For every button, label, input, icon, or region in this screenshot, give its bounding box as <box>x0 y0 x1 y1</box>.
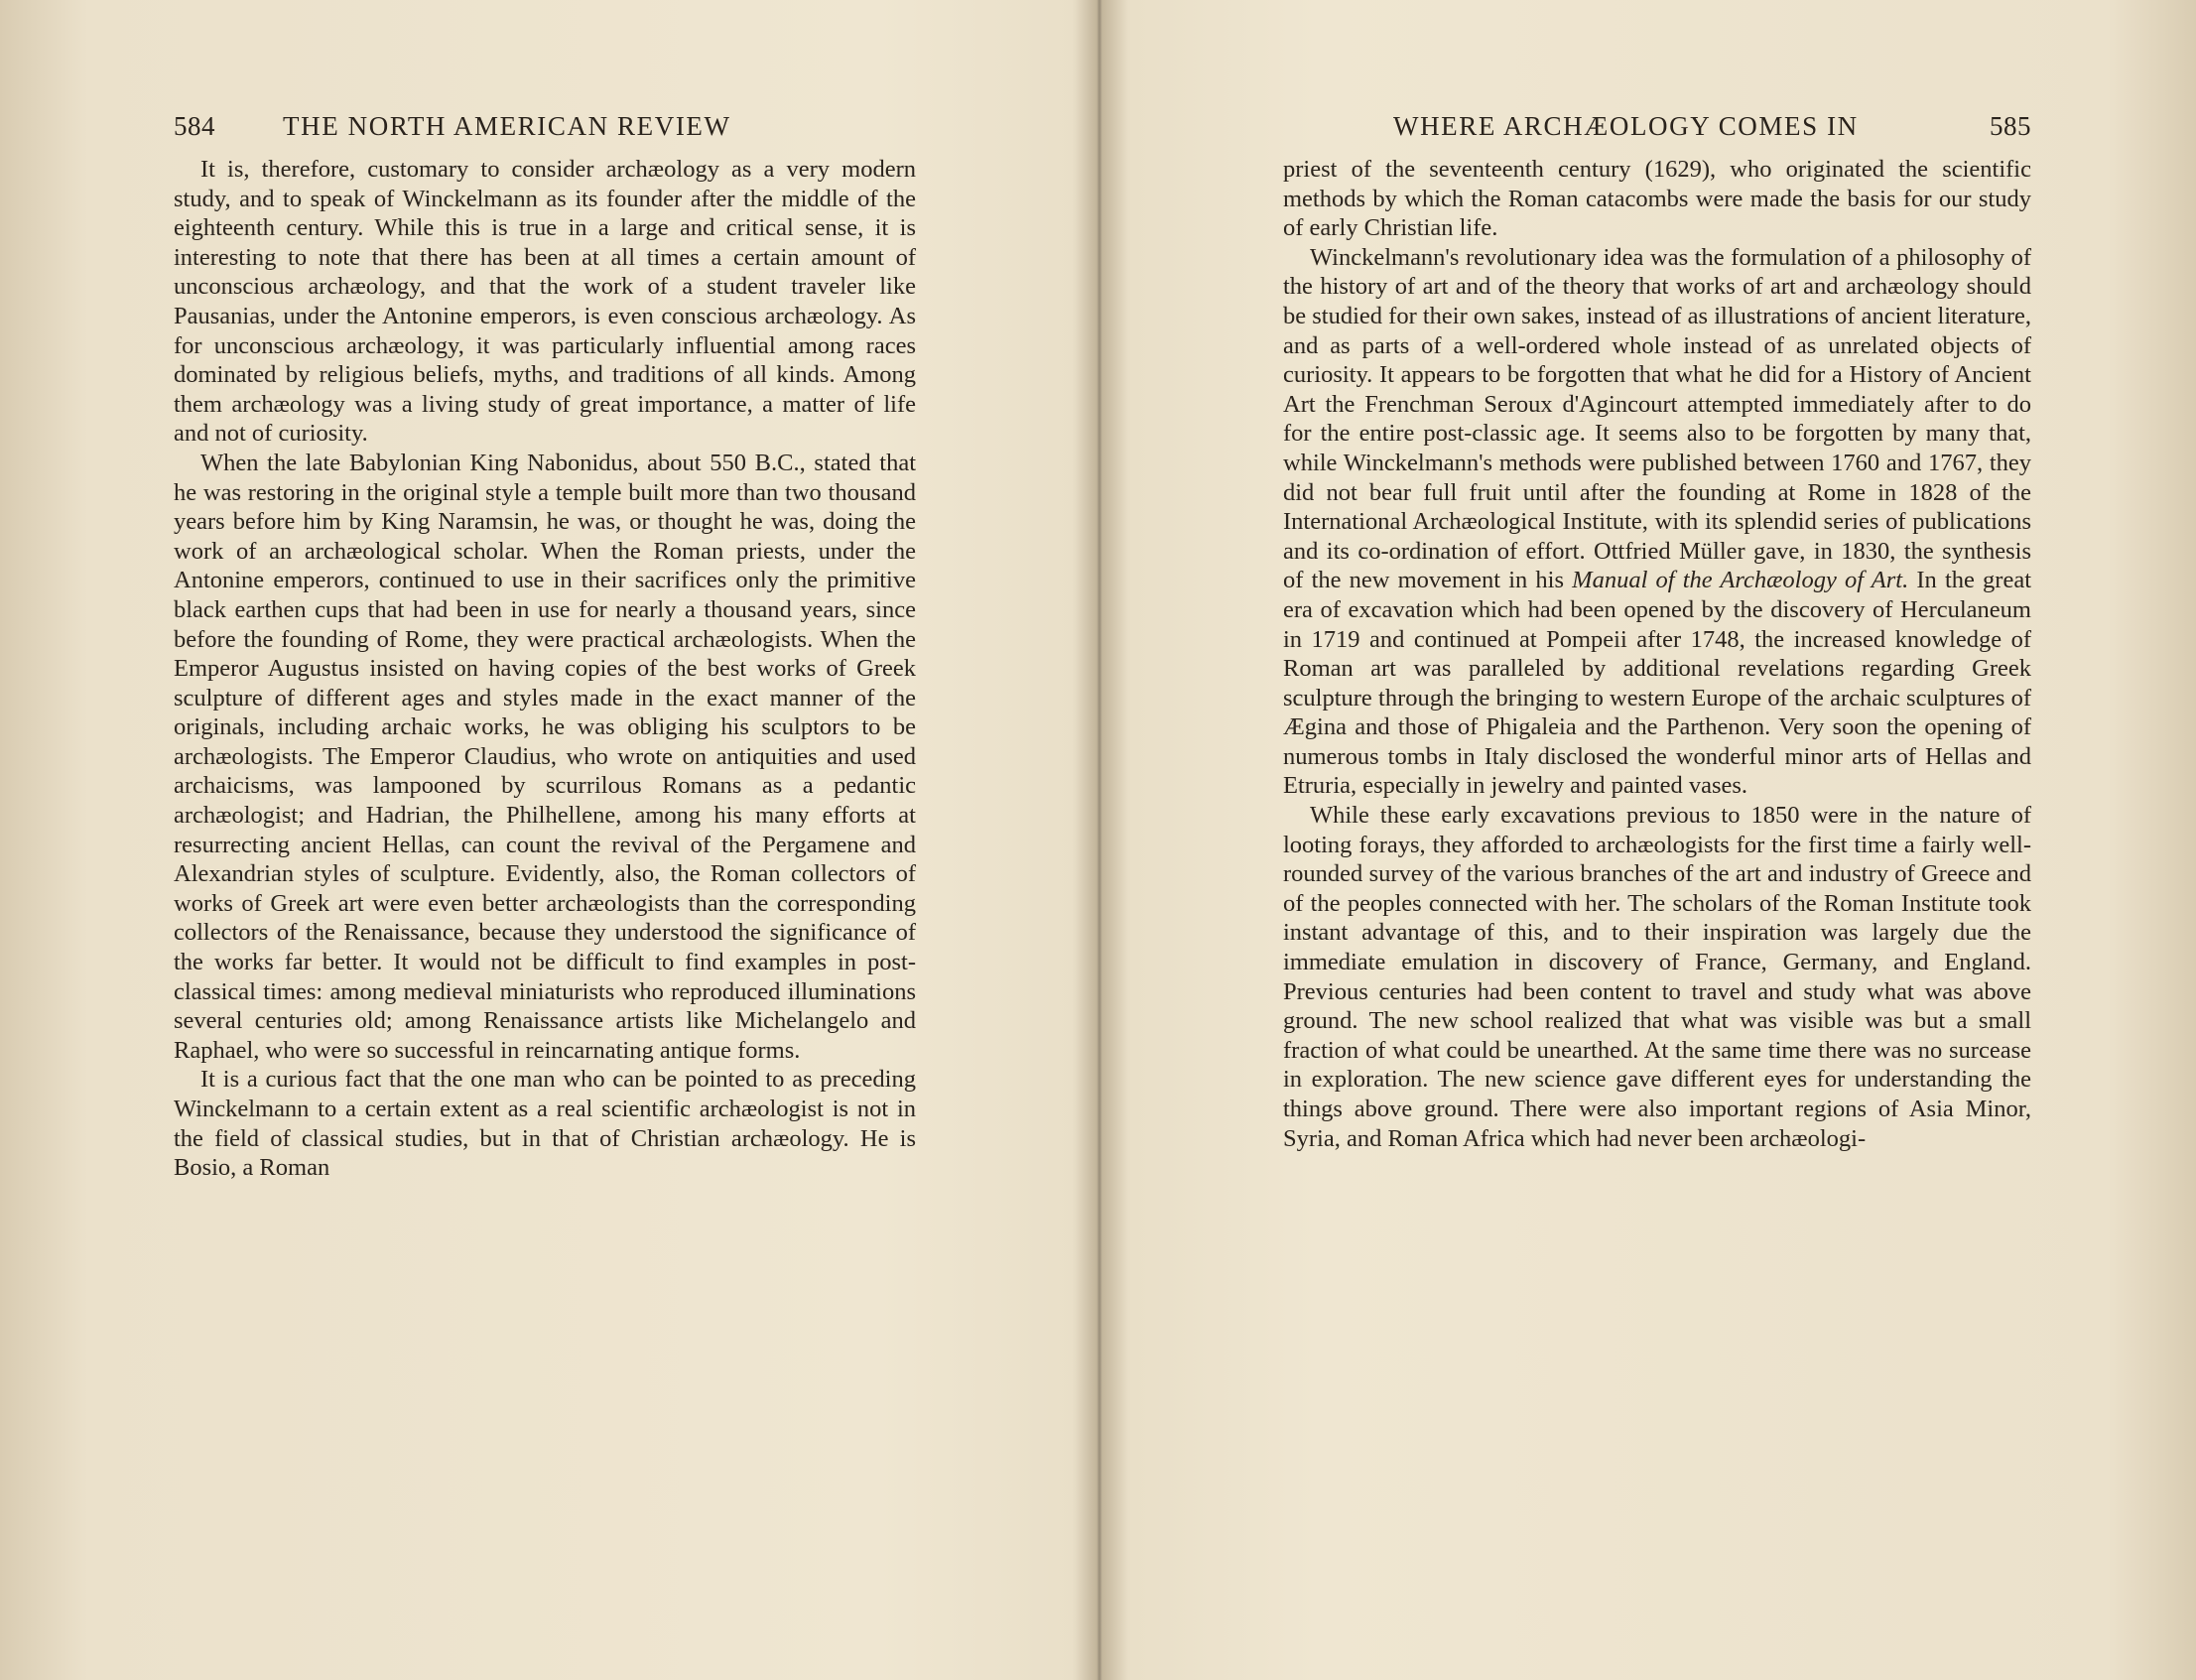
left-paragraph-2: When the late Babylonian King Nabonidus, about 550 B.C., stated that he was restoring in the original style a temple built more than two thousand years before him by King Naramsin, he was, or thought he was, doing the work of an archæological scholar. When the Roman priests, under the Antonine emperors, continued to use in their sacrifices only the primitive black earthen cups that had been in use for nearly a thousand years, since before the founding of Rome, they were practical archæologists. When the Emperor Augustus insisted on having copies of the best works of Greek sculpture of different ages and styles made in the exact manner of the originals, including archaic works, he was obliging his sculptors to be archæologists. The Emperor Claudius, who wrote on antiquities and used archaicisms, was lampooned by scurrilous Romans as a pedantic archæologist; and Hadrian, the Philhellene, among his many efforts at resurrecting ancient Hellas, can count the revival of the Pergamene and Alexandrian styles of sculpture. Evidently, also, the Roman collectors of works of Greek art were even better archæologists than the corresponding collectors of the Renaissance, because they understood the significance of the works far better. It would not be difficult to find examples in post-classical times: among medieval miniaturists who reproduced illuminations several centuries old; among Renaissance artists like Michelangelo and Raphael, who were so successful in reincarnating antique forms. <box>174 449 916 1064</box>
right-paragraph-3: While these early excavations previous to 1850 were in the nature of looting forays, they afforded to archæologists for the first time a fairly well-rounded survey of the various branches of the art and industry of Greece and of the peoples connected with her. The scholars of the Roman Institute took instant advantage of this, and to their inspiration was largely due the immediate emulation in discovery of France, Germany, and England. Previous centuries had been content to travel and study what was above ground. The new school realized that what was visible was but a small fraction of what could be unearthed. At the same time there was no surcease in exploration. The new science gave different eyes for understanding the things above ground. There were also important regions of Asia Minor, Syria, and Roman Africa which had never been archæologi- <box>1283 802 2031 1152</box>
right-running-title: WHERE ARCHÆOLOGY COMES IN <box>1393 111 1859 141</box>
right-page-number: 585 <box>1990 111 2031 141</box>
left-paragraph-1: It is, therefore, customary to consider archæology as a very modern study, and to speak of Winckelmann as its founder after the middle of the eighteenth century. While this is true in a large and critical sense, it is interesting to note that there has been at all times a certain amount of unconscious archæology, and that the work of a student traveler like Pausanias, under the Antonine emperors, is even conscious archæology. As for unconscious archæology, it was particularly influential among races dominated by religious beliefs, myths, and traditions of all kinds. Among them archæology was a living study of great importance, a matter of life and not of curiosity. <box>174 156 916 448</box>
right-paragraph-2-text: Winckelmann's revolutionary idea was the formulation of a philosophy of the history of art and of the theory that works of art and archæology should be studied for their own sakes, instead of as illustrations of ancient literature, and as parts of a well-ordered whole instead of as unrelated objects of curiosity. It appears to be forgotten that what he did for a History of Ancient Art the Frenchman Seroux d'Agincourt attempted immediately after to do for the entire post-classic age. It seems also to be forgotten by many that, while Winckelmann's methods were published between 1760 and 1767, they did not bear full fruit until after the founding at Rome in 1828 of the International Archæological Institute, with its splendid series of publications and its co-ordination of effort. Ottfried Müller gave, in 1830, the synthesis of the new movement in his <box>1283 243 2031 594</box>
right-paragraph-2-tail: In the great era of excavation which had been opened by the discovery of Herculaneum in 1719 and continued at Pompeii after 1748, the increased knowledge of Roman art was paralleled by additional revelations regarding Greek sculpture through the bringing to western Europe of the archaic sculptures of Ægina and those of Phigaleia and the Parthenon. Very soon the opening of numerous tombs in Italy disclosed the wonderful minor arts of Hellas and Etruria, especially in jewelry and painted vases. <box>1283 567 2032 800</box>
right-paragraph-2 <box>1283 243 2031 801</box>
right-page <box>1104 0 2196 1680</box>
left-paragraph-3: It is a curious fact that the one man who can be pointed to as preceding Winckelmann to a certain extent as a real scientific archæologist is not in the field of classical studies, but in that of Christian archæology. He is Bosio, a Roman <box>174 1066 916 1182</box>
book-title-italic: Manual of the Archæology of Art. <box>1572 567 1909 594</box>
left-running-title: THE NORTH AMERICAN REVIEW <box>283 111 731 141</box>
right-paragraph-1: priest of the seventeenth century (1629), who originated the scientific methods by which the Roman catacombs were made the basis for our study of early Christian life. <box>1283 156 2031 242</box>
right-page-body <box>1283 155 2031 1153</box>
left-page <box>0 0 1092 1680</box>
left-page-number: 584 <box>174 111 215 141</box>
left-page-body <box>174 155 916 1183</box>
